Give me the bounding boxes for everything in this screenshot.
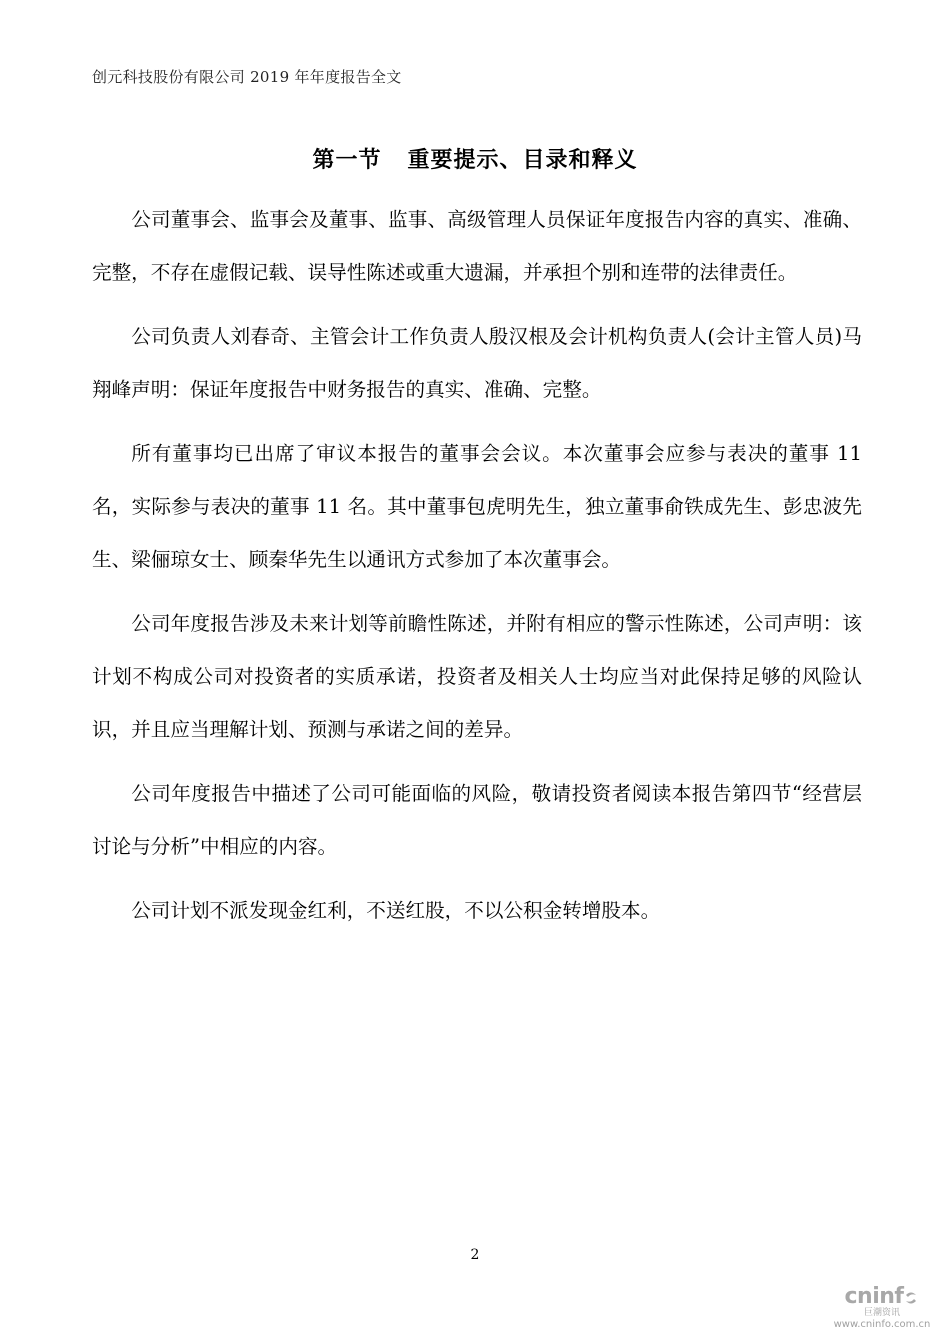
- paragraph-dividend-plan: 公司计划不派发现金红利，不送红股，不以公积金转增股本。: [131, 899, 661, 922]
- paragraph-forward-looking: 公司年度报告涉及未来计划等前瞻性陈述，并附有相应的警示性陈述，公司声明：该计划不构成公司对投资者的实质承诺，投资者及相关人士均应当对此保持足够的风险认识，并且应当理解计划、预测与承诺之间的差异。: [92, 612, 862, 741]
- body-text: [92, 193, 862, 948]
- cninf-logo-icon: [903, 1290, 919, 1306]
- paragraph-board-attendance: 所有董事均已出席了审议本报告的董事会会议。本次董事会应参与表决的董事 11 名，实际参与表决的董事 11 名。其中董事包虎明先生，独立董事俞铁成先生、彭忠波先生、梁俪琼女士、顾秦华先生以通讯方式参加了本次董事会。: [92, 442, 862, 571]
- running-header: 创元科技股份有限公司 2019 年年度报告全文: [92, 68, 402, 86]
- page-number: 2: [470, 1247, 480, 1263]
- watermark-url: www.cninfo.com.cn: [833, 1319, 931, 1330]
- watermark-brand: cninf: [822, 1286, 942, 1308]
- cninf-watermark: [822, 1286, 942, 1338]
- section-number: 第一节: [312, 147, 382, 173]
- watermark-brand-cn: 巨潮资讯: [863, 1308, 900, 1318]
- section-title: [0, 143, 950, 174]
- section-heading: 重要提示、目录和释义: [407, 147, 638, 173]
- paragraph-accounting-statement: 公司负责人刘春奇、主管会计工作负责人殷汉根及会计机构负责人(会计主管人员)马翔峰声明：保证年度报告中财务报告的真实、准确、完整。: [92, 325, 862, 401]
- paragraph-responsibility: 公司董事会、监事会及董事、监事、高级管理人员保证年度报告内容的真实、准确、完整，不存在虚假记载、误导性陈述或重大遗漏，并承担个别和连带的法律责任。: [92, 208, 862, 284]
- paragraph-risk-notice: 公司年度报告中描述了公司可能面临的风险，敬请投资者阅读本报告第四节“经营层讨论与分析”中相应的内容。: [92, 782, 862, 858]
